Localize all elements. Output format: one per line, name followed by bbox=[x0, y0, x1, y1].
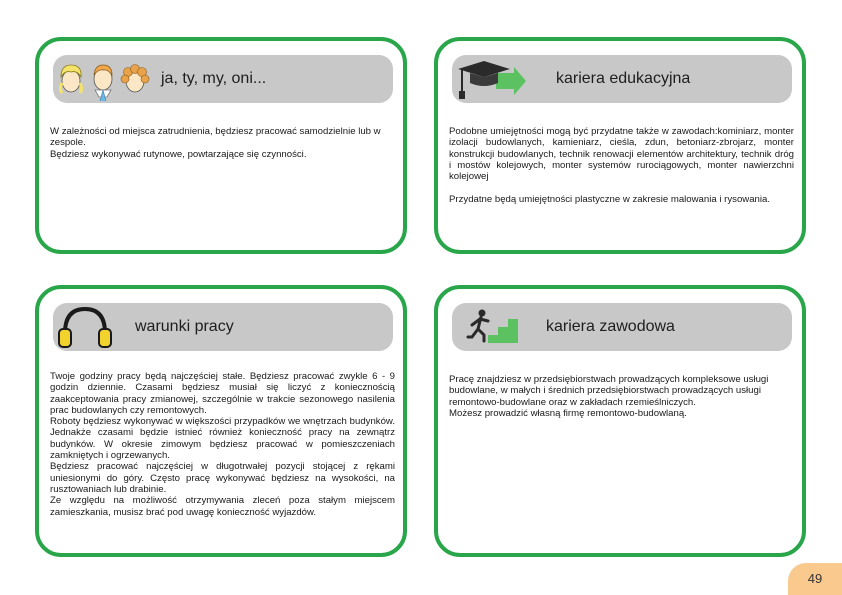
card-conditions bbox=[35, 285, 407, 557]
card-career bbox=[434, 285, 806, 557]
card-header bbox=[53, 303, 393, 351]
paragraph: Możesz prowadzić własną firmę remontowo-budowlaną. bbox=[449, 407, 687, 419]
page-number: 49 bbox=[788, 563, 842, 595]
card-title: warunki pracy bbox=[135, 318, 234, 335]
paragraph: Podobne umiejętności mogą być przydatne także w zawodach:kominiarz, monter izolacji budowlanych, kamieniarz, cieśla, zdun, betoniarz-zbrojarz, monter konstrukcji budowlanych, technik renowacji elementów architektury, technik dróg i mostów kolejowych, monter systemów rurociągowych, monter nawierzchni kolejowej bbox=[449, 126, 794, 183]
paragraph: W zależności od miejsca zatrudnienia, będziesz pracować samodzielnie lub w zespole. bbox=[50, 126, 381, 149]
card-title: ja, ty, my, oni... bbox=[161, 70, 267, 87]
paragraph: Twoje godziny pracy będą najczęściej stałe. Będziesz pracować zwykle 6 - 9 godzin dziennie. Czasami będziesz musiał się liczyć z koniecznością zaakceptowania pracy zmianowej, szczególnie w trakcie sezonowego nasilenia prac budowlanych czy remontowych. bbox=[50, 371, 395, 416]
paragraph: Będziesz wykonywać rutynowe, powtarzające się czynności. bbox=[50, 148, 307, 160]
card-education bbox=[434, 37, 806, 254]
card-body bbox=[50, 371, 395, 518]
paragraph: Będziesz pracować najczęściej w długotrwałej pozycji stojącej z rękami uniesionymi do góry. Często pracę wykonywać będziesz na wysokości, na rusztowaniach lub drabinie. bbox=[50, 461, 395, 495]
card-body bbox=[449, 126, 794, 205]
card-header bbox=[452, 303, 792, 351]
card-title: kariera edukacyjna bbox=[556, 70, 691, 87]
people-icon bbox=[53, 53, 157, 101]
card-body bbox=[449, 374, 794, 419]
card-title: kariera zawodowa bbox=[546, 318, 675, 335]
card-people bbox=[35, 37, 407, 254]
paragraph: Roboty będziesz wykonywać w większości przypadków we wnętrzach budynków. Jednakże czasami będzie istnieć również konieczność pracy na zewnątrz budynków. W okresie zimowym będziesz pracować w pomieszczeniach zamkniętych i ogrzewanych. bbox=[50, 416, 395, 462]
card-header bbox=[452, 55, 792, 103]
graduation-cap-arrow-icon bbox=[456, 55, 526, 103]
paragraph: Ze względu na możliwość otrzymywania zleceń poza stałym miejscem zamieszkania, musisz brać pod uwagę konieczność wyjazdów. bbox=[50, 495, 395, 518]
card-body bbox=[50, 126, 400, 160]
ear-protectors-icon bbox=[55, 303, 115, 351]
paragraph: Pracę znajdziesz w przedsiębiorstwach prowadzących kompleksowe usługi budowlane, w małych i średnich przedsiębiorstwach prowadzących usługi remontowo-budowlane oraz w zakładach rzemieślniczych. bbox=[449, 374, 769, 408]
card-header bbox=[53, 55, 393, 103]
paragraph: Przydatne będą umiejętności plastyczne w zakresie malowania i rysowania. bbox=[449, 193, 771, 205]
climbing-stairs-icon bbox=[462, 303, 522, 351]
